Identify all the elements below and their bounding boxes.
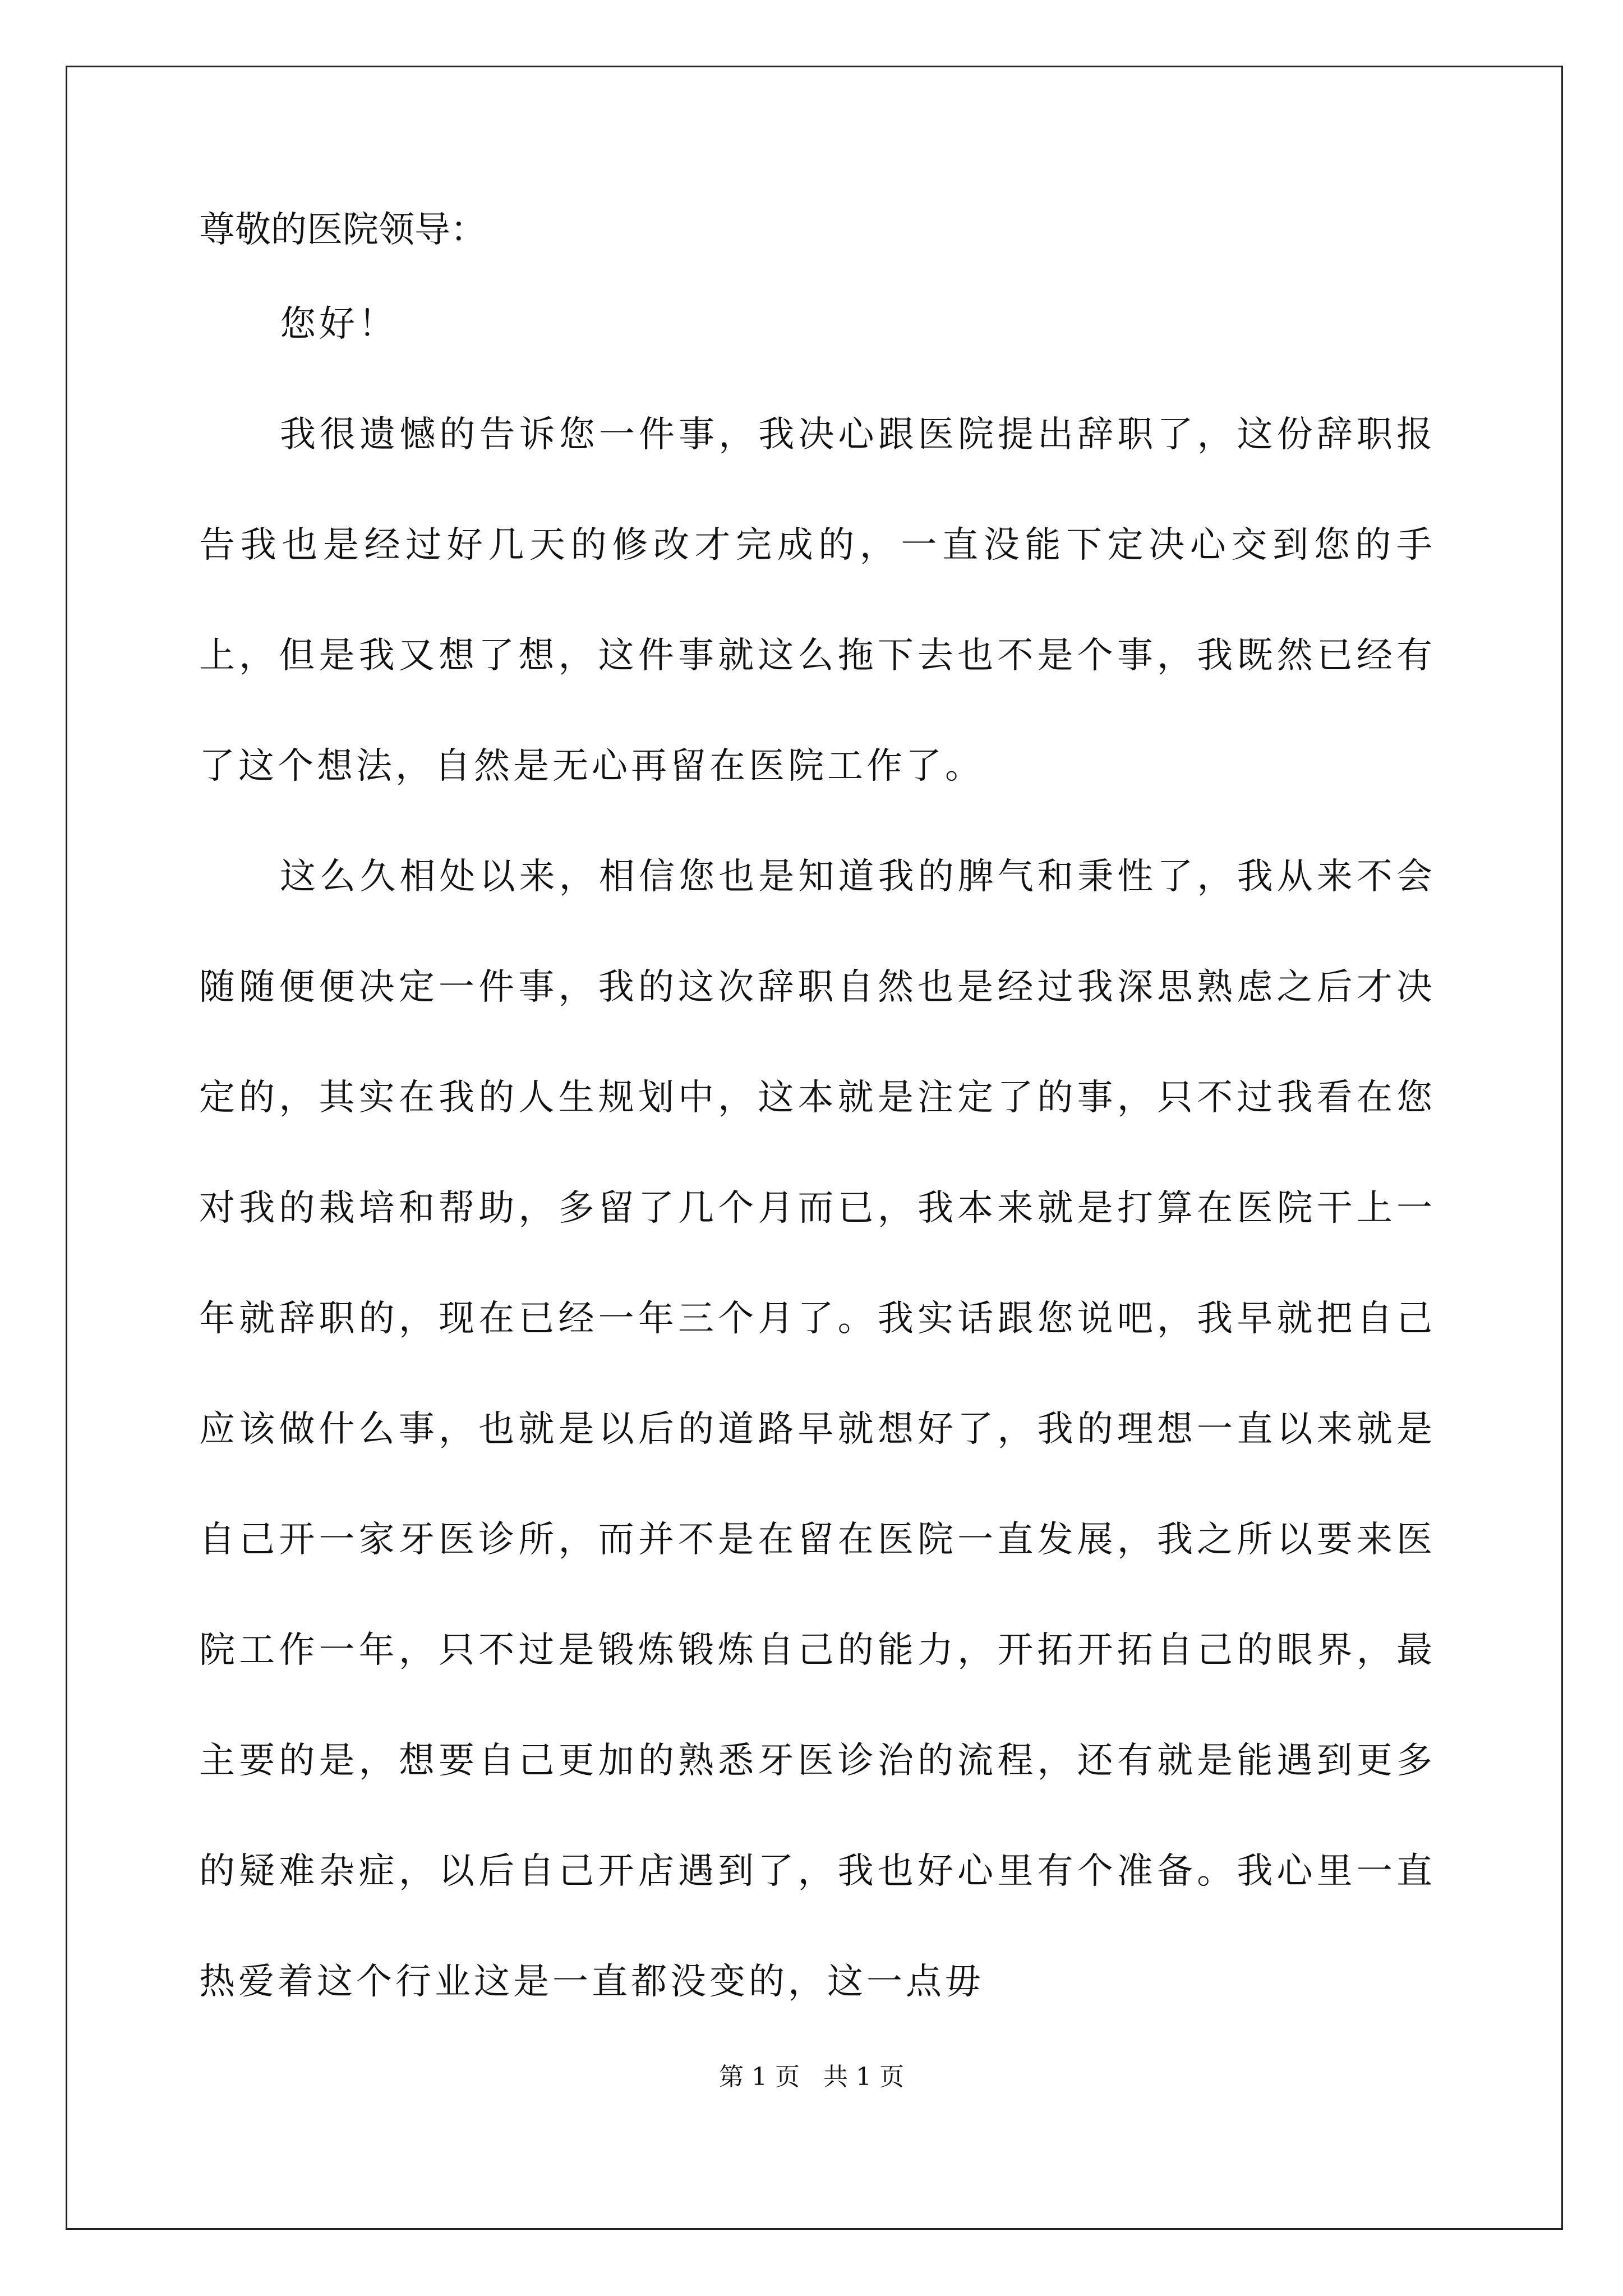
greeting-paragraph: 您好！ — [280, 303, 398, 345]
body-paragraph-2: 这么久相处以来，相信您也是知道我的脾气和秉性了，我从来不会随随便便决定一件事，我的这次辞职自然也是经过我深思熟虑之后才决定的，其实在我的人生规划中，这本就是注定了的事，只不过我看在您对我的栽培和帮助，多留了几个月而已，我本来就是打算在医院干上一年就辞职的，现在已经一年三个月了。我实话跟您说吧，我早就把自己应该做什么事，也就是以后的道路早就想好了，我的理想一直以来就是自己开一家牙医诊所，而并不是在留在医院一直发展，我之所以要来医院工作一年，只不过是锻炼锻炼自己的能力，开拓开拓自己的眼界，最主要的是，想要自己更加的熟悉牙医诊治的流程，还有就是能遇到更多的疑难杂症，以后自己开店遇到了，我也好心里有个准备。我心里一直热爱着这个行业这是一直都没变的，这一点毋 — [199, 856, 1436, 2003]
body-paragraph-1: 我很遗憾的告诉您一件事，我决心跟医院提出辞职了，这份辞职报告我也是经过好几天的修改才完成的，一直没能下定决心交到您的手上，但是我又想了想，这件事就这么拖下去也不是个事，我既然已经有了这个想法，自然是无心再留在医院工作了。 — [199, 414, 1436, 787]
salutation: 尊敬的医院领导： — [199, 209, 486, 251]
document-body — [199, 209, 1436, 2003]
page-number-footer: 第 1 页 共 1 页 — [719, 2063, 904, 2091]
